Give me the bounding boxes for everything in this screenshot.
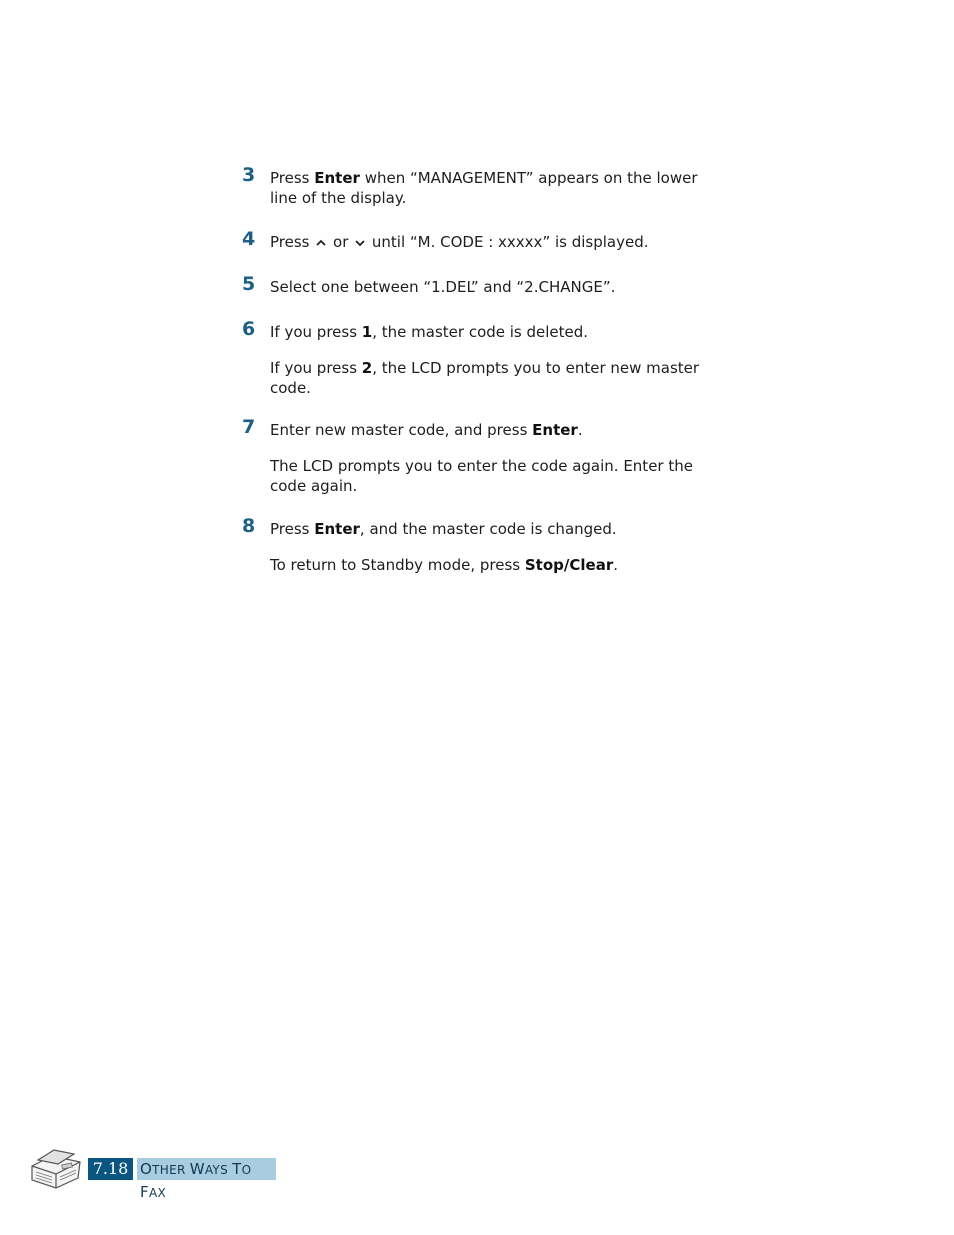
step-paragraph: [270, 232, 712, 252]
step-6: [242, 318, 712, 398]
text-run: If you press: [270, 359, 362, 377]
bold-term: Enter: [532, 421, 578, 439]
step-body: [270, 322, 712, 398]
text-run: Press: [270, 233, 315, 251]
step-paragraph: [270, 322, 712, 342]
step-body: [270, 420, 712, 496]
text-run: , and the master code is changed.: [359, 520, 617, 538]
step-number: 4: [242, 228, 256, 250]
title-rest: AX: [148, 1186, 166, 1200]
printer-icon: [28, 1144, 84, 1192]
step-paragraph: [270, 519, 712, 539]
step-number: 6: [242, 318, 256, 340]
step-body: [270, 277, 712, 297]
arrow-down-icon: [353, 236, 367, 250]
step-body: [270, 168, 712, 208]
step-4: [242, 228, 712, 252]
arrow-up-icon: [314, 236, 328, 250]
text-run: If you press: [270, 323, 362, 341]
text-run: or: [328, 233, 354, 251]
bold-term: Stop/Clear: [524, 556, 614, 574]
title-cap: W: [189, 1160, 205, 1178]
step-3: [242, 164, 712, 208]
step-body: [270, 232, 712, 252]
text-run: To return to Standby mode, press: [270, 556, 525, 574]
text-run: Select one between “1.DEL” and “2.CHANGE”.: [270, 278, 616, 296]
bold-term: 2: [361, 359, 373, 377]
text-run: Press: [270, 169, 315, 187]
page-footer: [28, 1144, 288, 1201]
step-body: [270, 519, 712, 575]
title-cap: O: [140, 1160, 153, 1178]
title-cap: F: [140, 1183, 149, 1201]
step-5: [242, 273, 712, 297]
step-8: [242, 515, 712, 575]
step-number: 8: [242, 515, 256, 537]
step-paragraph: [270, 456, 712, 496]
step-paragraph: [270, 420, 712, 440]
title-rest: THER: [152, 1163, 186, 1177]
page-number: 7.18: [88, 1158, 133, 1180]
text-run: Press: [270, 520, 315, 538]
title-rest: O: [241, 1163, 252, 1177]
step-7: [242, 416, 712, 496]
text-run: , the master code is deleted.: [372, 323, 589, 341]
text-run: until “M. CODE : xxxxx” is displayed.: [367, 233, 649, 251]
title-cap: T: [232, 1160, 242, 1178]
step-paragraph: [270, 555, 712, 575]
text-run: when “MANAGEMENT” appears on the lower line of the display.: [270, 169, 698, 207]
step-number: 5: [242, 273, 256, 295]
text-run: The LCD prompts you to enter the code again. Enter the code again.: [270, 457, 693, 495]
step-paragraph: [270, 168, 712, 208]
step-number: 7: [242, 416, 256, 438]
step-paragraph: [270, 358, 712, 398]
text-run: , the LCD prompts you to enter new master code.: [270, 359, 700, 397]
text-run: .: [577, 421, 583, 439]
bold-term: 1: [361, 323, 373, 341]
section-title: [137, 1158, 276, 1201]
text-run: Enter new master code, and press: [270, 421, 533, 439]
bold-term: Enter: [314, 520, 360, 538]
bold-term: Enter: [314, 169, 360, 187]
title-rest: AYS: [204, 1163, 228, 1177]
step-paragraph: [270, 277, 712, 297]
text-run: .: [613, 556, 618, 574]
step-number: 3: [242, 164, 256, 186]
